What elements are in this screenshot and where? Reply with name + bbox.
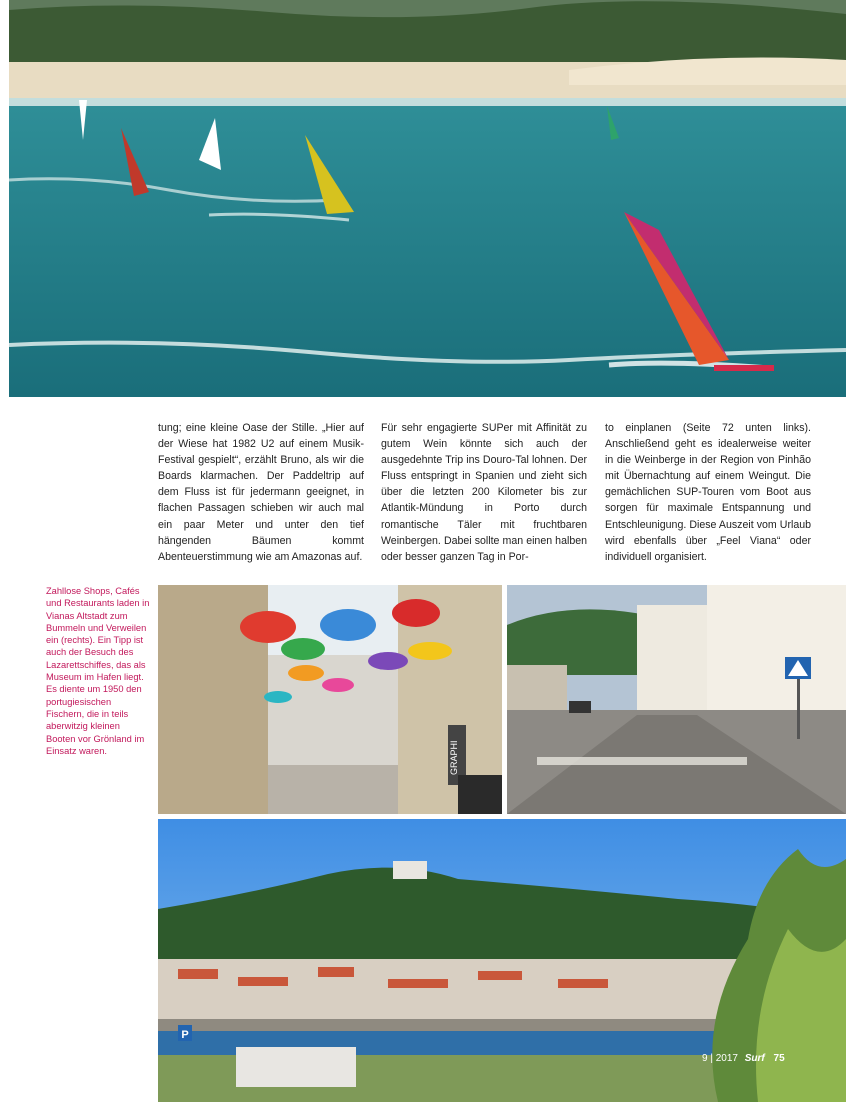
folio-magazine: Surf <box>744 1053 765 1064</box>
article-column-1: tung; eine kleine Oase der Stille. „Hier auf der Wiese hat 1982 U2 auf einem Musik-Festival gespielt“, erzählt Bruno, als wir die Boards klarmachen. Der Paddeltrip auf dem Fluss ist für jedermann geeignet, in flachen Passagen schieben wir auch mal ein paar Meter und unter den tief hängenden Bäumen kommt Abenteuerstimmung wie am Amazonas auf. <box>158 422 364 563</box>
page-number: 75 <box>773 1053 785 1064</box>
umbrella-street-photo <box>158 585 502 814</box>
photo-caption: Zahllose Shops, Cafés und Restaurants laden in Vianas Altstadt zum Bummeln und Verweilen ein (rechts). Ein Tipp ist auch der Besuch des Lazarettschiffes, das als Museum im Hafen liegt. Es diente um 1950 den portugiesischen Fischern, die in teils aberwitzig kleinen Booten vor Grönland im Einsatz waren. <box>46 586 150 756</box>
windsurfing-photo <box>9 0 846 397</box>
parking-sign-text: P <box>181 1029 189 1041</box>
article-column-2: Für sehr engagierte SUPer mit Affinität zu gutem Wein könnte sich auch der ausgedehnte Trip ins Douro-Tal lohnen. Der Fluss entspringt in Spanien und zieht sich über die letzten 200 Kilometer bis zur Atlantik-Mündung in Porto durch romantische Täler mit fruchtbaren Weinbergen. Dabei sollte man einen halben oder besser ganzen Tag in Por- <box>381 422 587 563</box>
cobblestone-street-photo <box>507 585 846 814</box>
folio-issue: 9 | 2017 <box>702 1053 738 1064</box>
shop-sign-text: GRAPHI <box>449 740 459 775</box>
page-folio <box>702 1053 785 1064</box>
article-column-3: to einplanen (Seite 72 unten links). Anschließend geht es idealerweise weiter in die Weinberge in der Region von Pinhão mit Übernachtung auf einem Weingut. Die gemächlichen SUP-Touren vom Boot aus sorgen für maximale Entspannung und Entschleunigung. Diese Auszeit vom Urlaub wird ebenfalls über „Feel Viana“ oder individuell organisiert. <box>605 422 811 563</box>
